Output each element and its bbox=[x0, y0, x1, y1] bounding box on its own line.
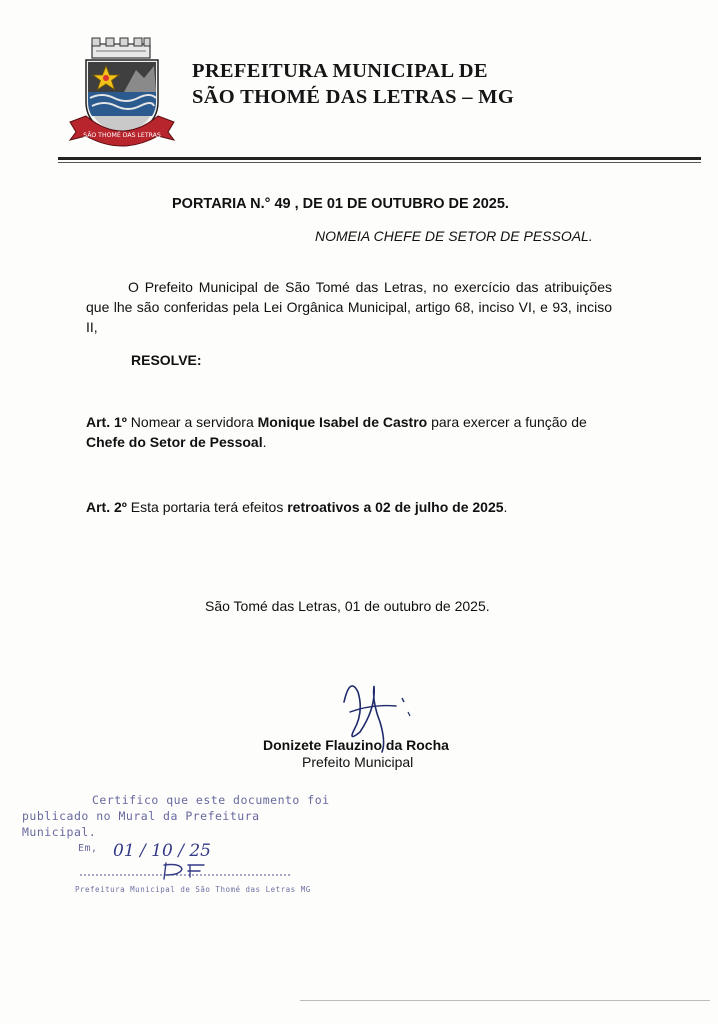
article-2 bbox=[86, 497, 616, 517]
stamp-initials-signature bbox=[80, 859, 300, 883]
article-1-text-b: para exercer a função de bbox=[427, 414, 587, 430]
article-1-text-a: Nomear a servidora bbox=[126, 414, 258, 430]
header-divider bbox=[58, 157, 701, 160]
crown-icon bbox=[92, 38, 150, 58]
signatory-name: Donizete Flauzino da Rocha bbox=[263, 737, 449, 753]
article-2-text-a: Esta portaria terá efeitos bbox=[126, 499, 288, 515]
header-divider-thin bbox=[58, 162, 701, 163]
article-1 bbox=[86, 412, 616, 452]
resolve-heading: RESOLVE: bbox=[131, 352, 202, 368]
stamp-date: 01 / 10 / 25 bbox=[113, 841, 211, 861]
crest-banner-text: SÃO THOMÉ DAS LETRAS bbox=[83, 132, 161, 139]
scan-artifact-line bbox=[300, 1000, 710, 1001]
document-ementa: NOMEIA CHEFE DE SETOR DE PESSOAL. bbox=[315, 228, 593, 244]
stamp-line-2: publicado no Mural da Prefeitura bbox=[22, 809, 260, 823]
article-2-label: Art. 2º bbox=[86, 499, 127, 515]
article-2-end: . bbox=[503, 499, 508, 515]
appointed-role: Chefe do Setor de Pessoal bbox=[86, 434, 263, 450]
preamble-paragraph bbox=[86, 277, 612, 337]
signatory-role: Prefeito Municipal bbox=[302, 754, 414, 770]
stamp-line-3: Municipal. bbox=[22, 825, 97, 839]
document-title: PORTARIA N.° 49 , DE 01 DE OUTUBRO DE 2025. bbox=[172, 196, 509, 212]
municipal-crest-logo bbox=[66, 36, 178, 148]
place-and-date: São Tomé das Letras, 01 de outubro de 2025. bbox=[205, 598, 490, 614]
stamp-em-label: Em, bbox=[78, 843, 98, 854]
retroactive-date: retroativos a 02 de julho de 2025 bbox=[287, 499, 504, 515]
header-title-line1: PREFEITURA MUNICIPAL DE bbox=[192, 60, 488, 82]
appointee-name: Monique Isabel de Castro bbox=[257, 414, 428, 430]
municipality-header bbox=[192, 58, 552, 110]
stamp-footer: Prefeitura Municipal de São Thomé das Letras MG bbox=[75, 885, 311, 894]
stamp-line-1: Certifico que este documento foi bbox=[92, 793, 330, 807]
preamble-text: O Prefeito Municipal de São Tomé das Letras, no exercício das atribuições que lhe são conferidas pela Lei Orgânica Municipal, artigo 68, inciso VI, e 93, inciso II, bbox=[86, 279, 612, 335]
header-title-line2: SÃO THOMÉ DAS LETRAS – MG bbox=[192, 86, 515, 108]
article-1-end: . bbox=[262, 434, 267, 450]
article-1-label: Art. 1º bbox=[86, 414, 127, 430]
publication-stamp bbox=[20, 793, 330, 908]
